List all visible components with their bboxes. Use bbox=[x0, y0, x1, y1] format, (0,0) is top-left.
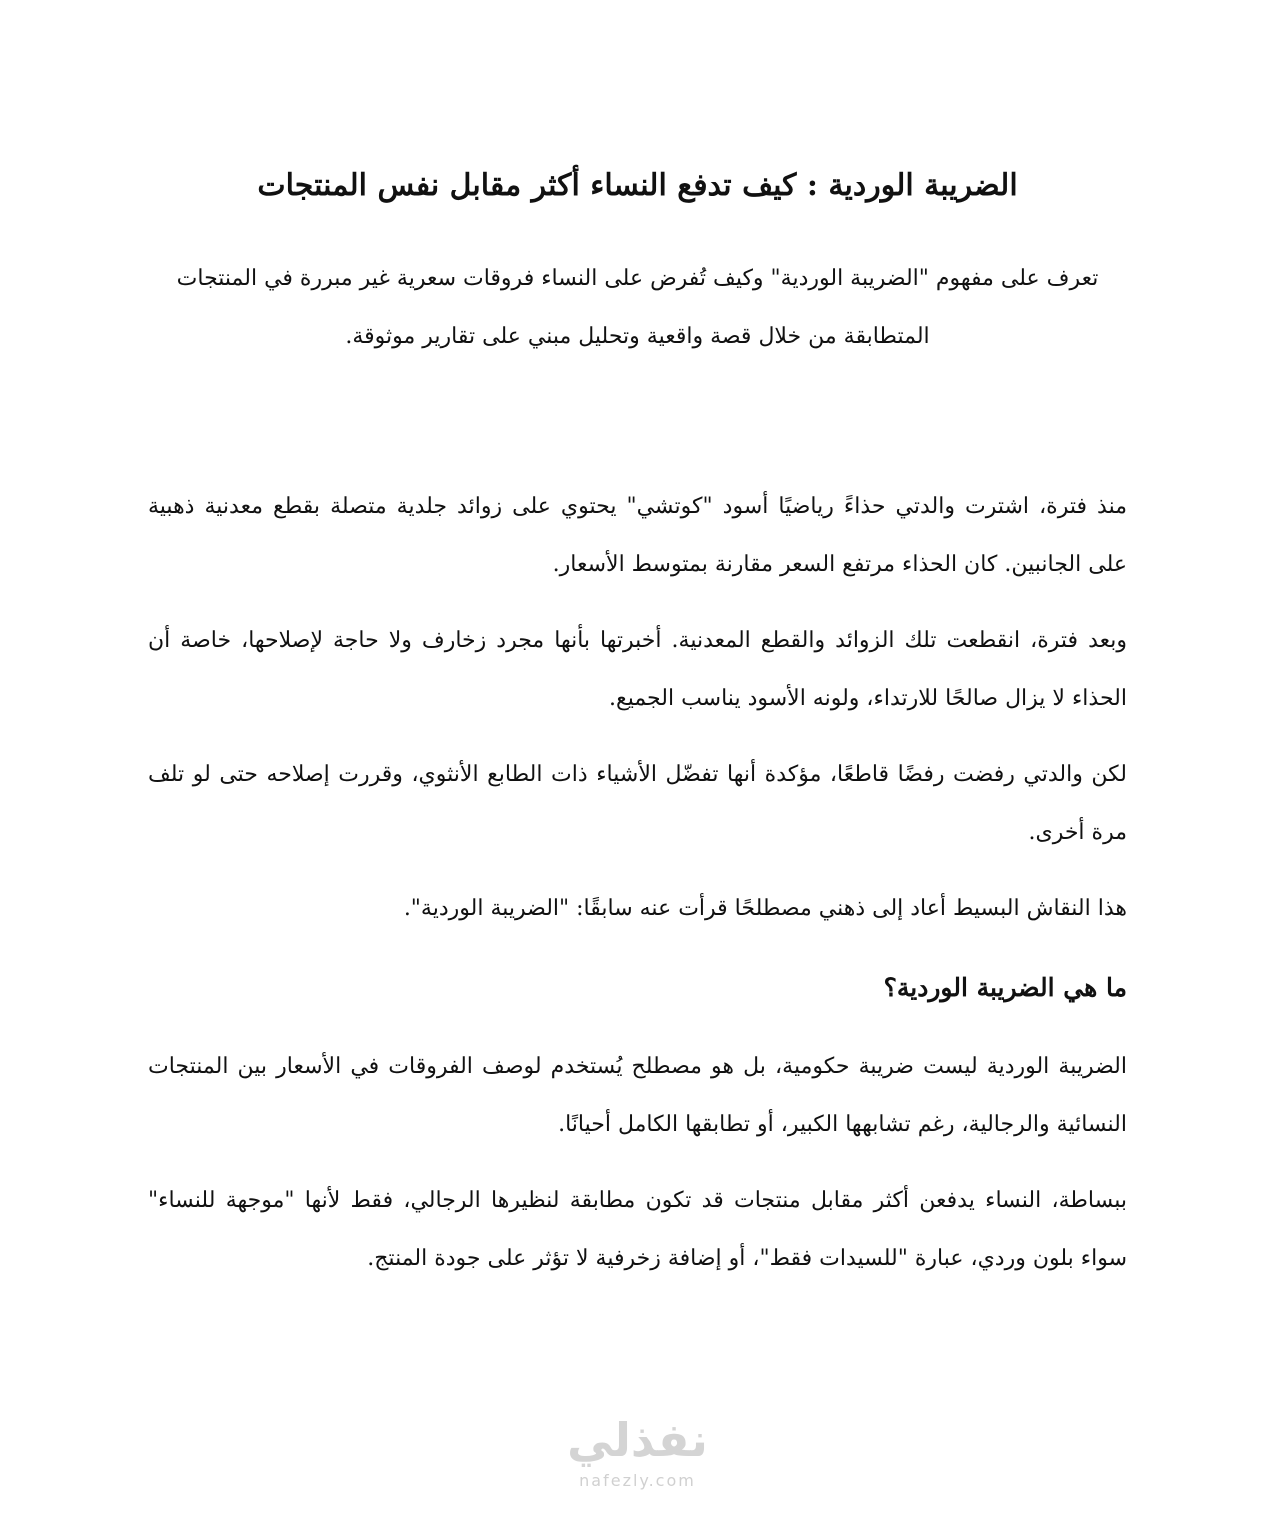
section-paragraph-1: الضريبة الوردية ليست ضريبة حكومية، بل هو مصطلح يُستخدم لوصف الفروقات في الأسعار بين المنتجات النسائية والرجالية، رغم تشابهها الكبير، أو تطابقها الكامل أحيانًا. bbox=[148, 1054, 1127, 1137]
paragraph-1: منذ فترة، اشترت والدتي حذاءً رياضيًا أسود "كوتشي" يحتوي على زوائد جلدية متصلة بقطع معدنية ذهبية على الجانبين. كان الحذاء مرتفع السعر مقارنة بمتوسط الأسعار. bbox=[148, 494, 1127, 577]
watermark-domain: nafezly.com bbox=[579, 1471, 696, 1490]
paragraph-2: وبعد فترة، انقطعت تلك الزوائد والقطع المعدنية. أخبرتها بأنها مجرد زخارف ولا حاجة لإصلاحها، خاصة أن الحذاء لا يزال صالحًا للارتداء، ولونه الأسود يناسب الجميع. bbox=[148, 628, 1127, 711]
paragraph-4: هذا النقاش البسيط أعاد إلى ذهني مصطلحًا قرأت عنه سابقًا: "الضريبة الوردية". bbox=[403, 896, 1127, 921]
watermark-logo-text: نفذلي bbox=[567, 1413, 708, 1467]
article-title: الضريبة الوردية : كيف تدفع النساء أكثر مقابل نفس المنتجات bbox=[257, 168, 1018, 203]
section-heading: ما هي الضريبة الوردية؟ bbox=[883, 973, 1127, 1002]
article-subtitle: تعرف على مفهوم "الضريبة الوردية" وكيف تُفرض على النساء فروقات سعرية غير مبررة في المنتجات المتطابقة من خلال قصة واقعية وتحليل مبني على تقارير موثوقة. bbox=[176, 266, 1099, 349]
section-paragraph-2: ببساطة، النساء يدفعن أكثر مقابل منتجات قد تكون مطابقة لنظيرها الرجالي، فقط لأنها "موجهة للنساء" سواء بلون وردي، عبارة "للسيدات فقط"، أو إضافة زخرفية لا تؤثر على جودة المنتج. bbox=[148, 1188, 1127, 1271]
paragraph-3: لكن والدتي رفضت رفضًا قاطعًا، مؤكدة أنها تفضّل الأشياء ذات الطابع الأنثوي، وقررت إصلاحه حتى لو تلف مرة أخرى. bbox=[148, 762, 1127, 845]
watermark-logo bbox=[0, 1410, 1275, 1492]
article-body bbox=[148, 478, 1127, 1306]
